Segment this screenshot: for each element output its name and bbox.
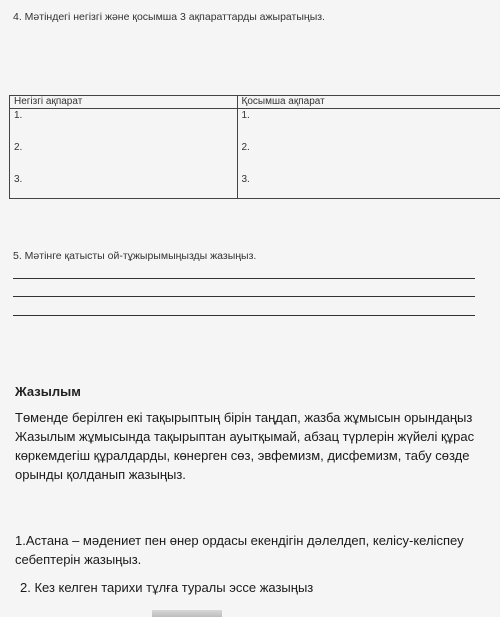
task-1 — [15, 531, 464, 569]
paragraph-line: Төменде берілген екі тақырыптың бірін таңдап, жазба жұмысын орындаңыз — [15, 410, 473, 425]
question-4: 4. Мәтіндегі негізгі және қосымша 3 ақпараттарды ажыратыңыз. — [13, 11, 325, 23]
additional-info-cell[interactable] — [237, 109, 500, 199]
table-row — [10, 109, 500, 199]
list-item: 1. — [241, 110, 250, 121]
paragraph-line: орынды қолданып жазыңыз. — [15, 467, 186, 482]
table-header-row — [10, 96, 500, 109]
main-info-cell[interactable] — [10, 109, 238, 199]
header-additional-info: Қосымша ақпарат — [237, 96, 500, 109]
list-item: 3. — [14, 174, 23, 185]
task-line: себептерін жазыңыз. — [15, 552, 142, 567]
paragraph-line: көркемдегіш құралдарды, көнерген сөз, эвфемизм, дисфемизм, табу сөзде — [15, 448, 470, 463]
list-item: 3. — [241, 174, 250, 185]
section-title: Жазылым — [15, 384, 81, 399]
header-main-info: Негізгі ақпарат — [10, 96, 238, 109]
paragraph-line: Жазылым жұмысында тақырыптан ауытқымай, абзац түрлерін жүйелі құрас — [15, 429, 475, 444]
answer-line[interactable] — [13, 278, 475, 279]
answer-line[interactable] — [13, 315, 475, 316]
task-line: 1.Астана – мәдениет пен өнер ордасы екендігін дәлелдеп, келісу-келіспеу — [15, 533, 464, 548]
page-shadow — [152, 610, 222, 617]
list-item: 1. — [14, 110, 23, 121]
task-2: 2. Кез келген тарихи тұлға туралы эссе жазыңыз — [20, 580, 314, 595]
instructions-paragraph — [15, 408, 500, 484]
answer-line[interactable] — [13, 296, 475, 297]
info-table — [9, 95, 500, 199]
list-item: 2. — [241, 142, 250, 153]
question-5: 5. Мәтінге қатысты ой-тұжырымыңызды жазыңыз. — [13, 250, 257, 262]
list-item: 2. — [14, 142, 23, 153]
